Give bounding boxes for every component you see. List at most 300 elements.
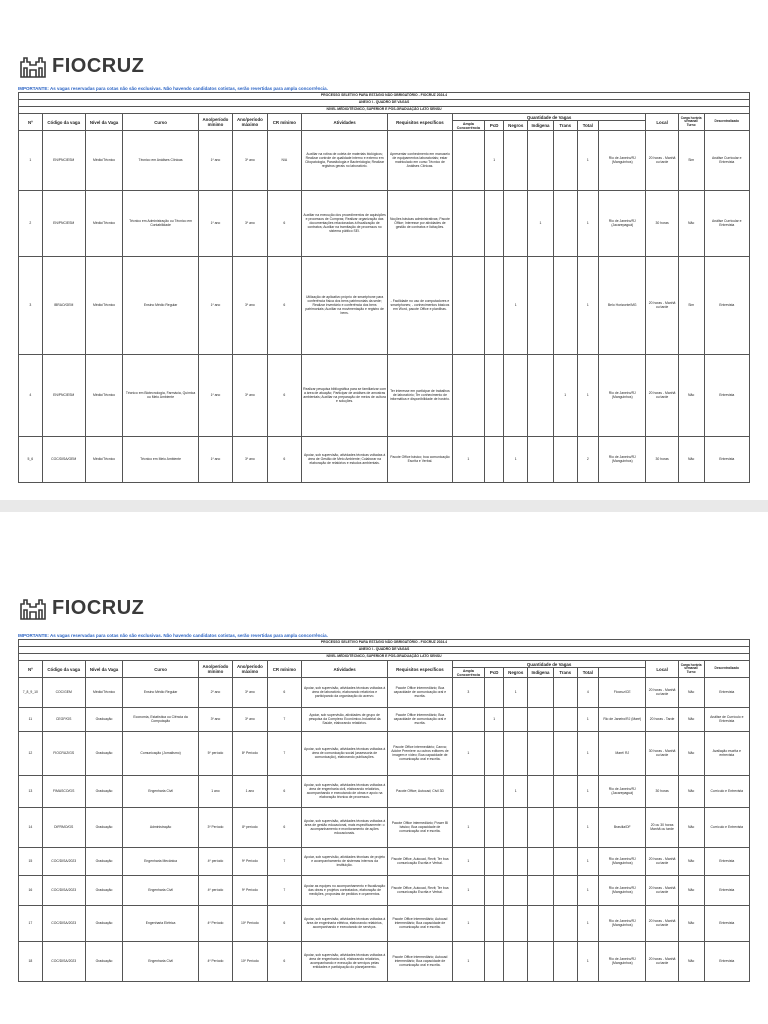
cell-pcd (485, 906, 504, 942)
cell-cr: 6 (267, 191, 301, 257)
cell-n: 5_6 (19, 437, 43, 483)
col-n: Nº (19, 661, 43, 678)
cell-formas: Currículo e Entrevista (704, 776, 749, 808)
col-ano-min: Ano/período mínimo (198, 114, 232, 131)
cell-desc: Não (678, 355, 704, 437)
cell-ano-min: 1º ano (198, 191, 232, 257)
cell-pcd (485, 848, 504, 876)
cell-ampla: 1 (452, 876, 484, 906)
col-negros: Negros (504, 668, 528, 678)
cell-carga: 30 horas (646, 191, 678, 257)
col-atividades: Atividades (302, 114, 388, 131)
cell-local: Rio de Janeiro/RJ (Manguinhos) (599, 876, 646, 906)
cell-ano-min: 3º Período (198, 808, 232, 848)
col-pcd: PcD (485, 121, 504, 131)
cell-ano-max: 3º ano (233, 257, 267, 355)
table-subtitle: ANEXO I - QUADRO DE VAGAS (19, 100, 750, 107)
cell-atividades: Apoiar, sob supervisão, atividades técnicas voltadas à área de laboratório, elaborando relatórios e participando da organização do acervo. (302, 678, 388, 708)
cell-negros: 1 (504, 776, 528, 808)
cell-codigo: COC/DISA/2023 (42, 906, 85, 942)
cell-carga: 20 horas - Manhã ou tarde (646, 257, 678, 355)
cell-trans (553, 708, 577, 732)
table-title: PROCESSO SELETIVO PARA ESTÁGIO NÃO OBRIGATÓRIO - FIOCRUZ 2024.4 (19, 93, 750, 100)
table-level-title: NÍVEL MÉDIO/TÉCNICO, SUPERIOR E PÓS-GRADUAÇÃO LATO SENSU (19, 107, 750, 114)
cell-codigo: COC/DISA/2023 (42, 848, 85, 876)
cell-cr: 6 (267, 437, 301, 483)
cell-cr: 6 (267, 776, 301, 808)
cell-codigo: EN/PNCIESM (42, 131, 85, 191)
vacancy-table (18, 639, 750, 982)
logo-text: FIOCRUZ (52, 597, 145, 619)
cell-local: Rio de Janeiro/RJ (Manguinhos) (599, 355, 646, 437)
cell-nivel: Graduação (85, 942, 123, 982)
table-subtitle: ANEXO I - QUADRO DE VAGAS (19, 647, 750, 654)
cell-nivel: Graduação (85, 848, 123, 876)
table-row (19, 708, 750, 732)
cell-carga: 30 horas (646, 437, 678, 483)
cell-pcd (485, 876, 504, 906)
cell-codigo: COC/GEM (42, 678, 85, 708)
cell-formas: Entrevista (704, 848, 749, 876)
cell-ampla (452, 355, 484, 437)
cell-local: Rio de Janeiro/RJ (Manguinhos) (599, 848, 646, 876)
cell-curso: Técnico em Análises Clínicas (123, 131, 198, 191)
table-row (19, 876, 750, 906)
col-ano-min: Ano/período mínimo (198, 661, 232, 678)
cell-ano-min: 2º ano (198, 678, 232, 708)
cell-indigena (528, 732, 554, 776)
cell-indigena (528, 808, 554, 848)
cell-codigo: COC/DISA/2023 (42, 876, 85, 906)
cell-total: 1 (577, 355, 599, 437)
cell-ano-max: 1 ano (233, 776, 267, 808)
cell-formas: Análise Curricular e Entrevista (704, 191, 749, 257)
cell-trans (553, 257, 577, 355)
fiocruz-logo (20, 55, 144, 78)
table-row (19, 942, 750, 982)
cell-ano-max: 3º ano (233, 437, 267, 483)
cell-atividades: Apoiar as equipes no acompanhamento e fiscalização das obras e projetos contratados, elaboração de medições, propostas de pedidos e orçamentos. (302, 876, 388, 906)
col-quantidade: Quantidade de Vagas (452, 114, 646, 121)
cell-codigo: CEGP/GS (42, 708, 85, 732)
cell-atividades: Apoiar, sob supervisão, atividades de grupo de pesquisa da Complexo Econômico-Industrial da Saúde, elaborando relatórios. (302, 708, 388, 732)
cell-negros (504, 848, 528, 876)
col-ano-max: Ano/período máximo (233, 661, 267, 678)
cell-total: 1 (577, 708, 599, 732)
page-separator (0, 500, 768, 512)
cell-carga: 20 ou 30 horas Manhã ou tarde (646, 808, 678, 848)
cell-ano-max: 3º ano (233, 708, 267, 732)
cell-nivel: Médio/Técnico (85, 191, 123, 257)
cell-atividades: Apoiar, sob supervisão, atividades técnicas voltadas à área de gestão educacional, mais especificamente: o acompanhamento e monitoramento de ações educacionais. (302, 808, 388, 848)
cell-indigena (528, 708, 554, 732)
cell-ano-min: 5º período (198, 732, 232, 776)
table-row (19, 906, 750, 942)
cell-negros (504, 355, 528, 437)
table-row (19, 808, 750, 848)
col-local: Local (646, 661, 678, 678)
cell-ampla: 3 (452, 678, 484, 708)
cell-ano-min: 4º Período (198, 942, 232, 982)
cell-total: 2 (577, 437, 599, 483)
col-total: Total (577, 121, 599, 131)
vacancy-table (18, 92, 750, 483)
table-level-title: NÍVEL MÉDIO/TÉCNICO, SUPERIOR E PÓS-GRADUAÇÃO LATO SENSU (19, 654, 750, 661)
cell-curso: Ensino Médio Regular (123, 678, 198, 708)
document-page-1 (0, 0, 768, 500)
cell-n: 14 (19, 808, 43, 848)
cell-ampla: 1 (452, 437, 484, 483)
cell-indigena (528, 942, 554, 982)
cell-requisitos: Noções básicas administrativas; Pacote Office; Interesse por atividades de gestão de contratos e licitações. (388, 191, 453, 257)
cell-local: Fiocruz/CE (599, 678, 646, 708)
table-title: PROCESSO SELETIVO PARA ESTÁGIO NÃO OBRIGATÓRIO - FIOCRUZ 2024.4 (19, 640, 750, 647)
cell-ampla: 1 (452, 808, 484, 848)
table-row (19, 257, 750, 355)
fiocruz-logo (20, 597, 144, 620)
col-ampla: Ampla Concorrência (452, 668, 484, 678)
cell-n: 11 (19, 708, 43, 732)
cell-negros (504, 808, 528, 848)
cell-cr: 7 (267, 848, 301, 876)
col-ampla: Ampla Concorrência (452, 121, 484, 131)
cell-n: 18 (19, 942, 43, 982)
document-page-2 (0, 512, 768, 1024)
cell-nivel: Graduação (85, 732, 123, 776)
cell-local: Brasília/DF (599, 808, 646, 848)
cell-desc: Não (678, 708, 704, 732)
cell-negros (504, 708, 528, 732)
cell-curso: Administração (123, 808, 198, 848)
cell-ano-min: 1º ano (198, 257, 232, 355)
cell-trans (553, 131, 577, 191)
cell-local: Maré/ RJ (599, 732, 646, 776)
cell-codigo: FIMASCO/GS (42, 776, 85, 808)
cell-atividades: Realizar pesquisa bibliográfica para se familiarizar com a área de atuação; Participar de análises de amostras ambientais; Auxiliar na preparação de meios de cultura e soluções. (302, 355, 388, 437)
cell-atividades: Apoiar, sob supervisão, atividades técnicas de projeto e acompanhamento de sistemas internos da instituição. (302, 848, 388, 876)
col-cr: CR mínimo (267, 114, 301, 131)
cell-formas: Análise Curricular e Entrevista (704, 131, 749, 191)
cell-ampla: 1 (452, 942, 484, 982)
cell-cr: 7 (267, 876, 301, 906)
cell-total: 1 (577, 732, 599, 776)
cell-ampla (452, 191, 484, 257)
cell-curso: Engenharia Elétrica (123, 906, 198, 942)
cell-curso: Engenharia Civil (123, 942, 198, 982)
cell-negros: 1 (504, 257, 528, 355)
cell-indigena: 1 (528, 191, 554, 257)
cell-n: 3 (19, 257, 43, 355)
cell-ano-min: 4º Período (198, 906, 232, 942)
cell-local: Belo Horizonte/MG (599, 257, 646, 355)
cell-ampla: 1 (452, 906, 484, 942)
cell-negros (504, 131, 528, 191)
cell-ano-max: 10º Período (233, 942, 267, 982)
cell-atividades: Apoiar, sob supervisão, atividades técnicas voltadas à área de Gestão de Meio Ambiente; Colaborar na elaboração de relatórios e estudos ambientais. (302, 437, 388, 483)
cell-requisitos: Pacote Office, Autocad, Revit; Ter boa comunicação Escrita e Verbal. (388, 876, 453, 906)
cell-nivel: Médio/Técnico (85, 678, 123, 708)
cell-ano-max: 8º período (233, 808, 267, 848)
cell-local: Rio de Janeiro/RJ (Maré) (599, 708, 646, 732)
cell-ampla: 1 (452, 732, 484, 776)
cell-ano-max: 3º ano (233, 131, 267, 191)
cell-pcd (485, 678, 504, 708)
cell-codigo: EN/PNCIESM (42, 191, 85, 257)
cell-atividades: Apoiar, sob supervisão, atividades técnicas voltadas à área de engenharia civil, elaborando relatórios, acompanhando e execução de serviços pelas entidades e participação do planejamento. (302, 942, 388, 982)
cell-curso: Economia, Estatística ou Ciência da Computação (123, 708, 198, 732)
col-carga: Carga horária semanal/ Turno (678, 661, 704, 678)
cell-trans (553, 876, 577, 906)
cell-desc: Sim (678, 257, 704, 355)
col-negros: Negros (504, 121, 528, 131)
cell-desc: Não (678, 876, 704, 906)
cell-total: 1 (577, 906, 599, 942)
cell-formas: Análise de Currículo e Entrevista (704, 708, 749, 732)
cell-total: 1 (577, 876, 599, 906)
cell-n: 7_8_9_10 (19, 678, 43, 708)
cell-desc: Não (678, 437, 704, 483)
table-header (19, 640, 750, 678)
cell-n: 1 (19, 131, 43, 191)
cell-curso: Ensino Médio Regular (123, 257, 198, 355)
cell-ampla (452, 776, 484, 808)
cell-trans (553, 732, 577, 776)
table-row (19, 732, 750, 776)
cell-codigo: EN/PNCIESM (42, 355, 85, 437)
cell-carga: 30 horas (646, 776, 678, 808)
cell-local: Rio de Janeiro/RJ (Manguinhos) (599, 437, 646, 483)
cell-n: 15 (19, 848, 43, 876)
cell-nivel: Graduação (85, 708, 123, 732)
cell-indigena (528, 437, 554, 483)
table-body-page-1 (19, 131, 750, 483)
cell-requisitos: Pacote Office, Autocad, Revit; Ter boa comunicação Escrita e Verbal. (388, 848, 453, 876)
col-indigena: Indígena (528, 121, 554, 131)
cell-ano-min: 1º ano (198, 437, 232, 483)
cell-cr: 6 (267, 355, 301, 437)
cell-ano-min: 4º período (198, 876, 232, 906)
cell-indigena (528, 257, 554, 355)
cell-local: Rio de Janeiro/RJ (Manguinhos) (599, 131, 646, 191)
cell-codigo: IBRAO/GEM (42, 257, 85, 355)
cell-nivel: Médio/Técnico (85, 131, 123, 191)
cell-n: 4 (19, 355, 43, 437)
castle-icon (20, 598, 46, 620)
cell-desc: Não (678, 942, 704, 982)
cell-negros (504, 732, 528, 776)
cell-curso: Técnico em Biotecnologia, Farmácia, Química ou Meio Ambiente (123, 355, 198, 437)
cell-ano-min: 3º ano (198, 708, 232, 732)
cell-total: 1 (577, 191, 599, 257)
cell-trans: 1 (553, 355, 577, 437)
cell-atividades: Apoiar, sob supervisão, atividades técnicas voltadas à área de comunicação social (assessoria de comunicação), elaborando publicações. (302, 732, 388, 776)
cell-trans (553, 191, 577, 257)
cell-atividades: Apoiar, sob supervisão, atividades técnicas voltadas à área de engenharia civil, elaborando relatórios, acompanhando e executando de obras e apoio na elaboração técnica de processos. (302, 776, 388, 808)
cell-requisitos: Pacote Office; Autocad; Civil 3D (388, 776, 453, 808)
cell-total: 1 (577, 257, 599, 355)
cell-desc: Não (678, 808, 704, 848)
cell-ano-max: 3º ano (233, 191, 267, 257)
cell-codigo: FIOCRUZ/GS (42, 732, 85, 776)
cell-curso: Técnico em Meio Ambiente (123, 437, 198, 483)
cell-cr: 6 (267, 257, 301, 355)
table-row (19, 848, 750, 876)
cell-indigena (528, 776, 554, 808)
cell-pcd (485, 942, 504, 982)
cell-carga: 30 horas - Manhã ou tarde (646, 732, 678, 776)
cell-local: Rio de Janeiro/RJ (Manguinhos) (599, 942, 646, 982)
cell-cr: 6 (267, 808, 301, 848)
cell-carga: 20 horas - Manhã ou tarde (646, 906, 678, 942)
cell-codigo: COC/DISA/GEM (42, 437, 85, 483)
cell-desc: Sim (678, 131, 704, 191)
cell-pcd: 1 (485, 131, 504, 191)
cell-curso: Comunicação (Jornalismo) (123, 732, 198, 776)
col-cr: CR mínimo (267, 661, 301, 678)
cell-pcd: 1 (485, 708, 504, 732)
cell-cr: 6 (267, 906, 301, 942)
cell-formas: Entrevista (704, 678, 749, 708)
col-local: Local (646, 114, 678, 131)
cell-indigena (528, 848, 554, 876)
table-header (19, 93, 750, 131)
cell-codigo: COC/DISA/2023 (42, 942, 85, 982)
castle-icon (20, 56, 46, 78)
cell-curso: Engenharia Mecânica (123, 848, 198, 876)
cell-indigena (528, 678, 554, 708)
cell-formas: Entrevista (704, 437, 749, 483)
cell-carga: 20 horas - Manhã ou tarde (646, 876, 678, 906)
cell-nivel: Graduação (85, 906, 123, 942)
cell-n: 13 (19, 776, 43, 808)
col-curso: Curso (123, 661, 198, 678)
cell-pcd (485, 776, 504, 808)
cell-ano-min: 1º ano (198, 355, 232, 437)
cell-desc: Não (678, 776, 704, 808)
cell-requisitos: Pacote Office básico; boa comunicação Escrita e Verbal. (388, 437, 453, 483)
cell-n: 2 (19, 191, 43, 257)
cell-total: 1 (577, 942, 599, 982)
col-trans: Trans (553, 121, 577, 131)
cell-requisitos: Pacote Office intermediário; Autocad intermediário; Boa capacidade de comunicação oral e escrita. (388, 942, 453, 982)
cell-ano-min: 4º período (198, 848, 232, 876)
cell-requisitos: Pacote Office intermediário; Boa capacidade de comunicação oral e escrita. (388, 678, 453, 708)
col-descentralizado: Descentralizado (704, 661, 749, 678)
cell-requisitos: Ter interesse em participar de trabalhos de laboratório; Ter conhecimento de informática e disponibilidade de horário. (388, 355, 453, 437)
cell-trans (553, 942, 577, 982)
col-ano-max: Ano/período máximo (233, 114, 267, 131)
table-row (19, 678, 750, 708)
quota-notice: IMPORTANTE: As vagas reservadas para cotas não são exclusivas. Não havendo candidatos cotistas, serão revertidas para ampla concorrência. (18, 86, 328, 91)
cell-nivel: Médio/Técnico (85, 257, 123, 355)
cell-atividades: Auxiliar na execução dos procedimentos de aquisições e processos de Compras; Realizar organização das documentações relacionadas à fiscalização de contratos; Auxiliar na tramitação de processos no sistema público SEI. (302, 191, 388, 257)
col-nivel: Nível da Vaga (85, 114, 123, 131)
cell-formas: Currículo e Entrevista (704, 808, 749, 848)
cell-ampla (452, 131, 484, 191)
col-descentralizado: Descentralizado (704, 114, 749, 131)
cell-formas: Entrevista (704, 876, 749, 906)
cell-indigena (528, 876, 554, 906)
cell-negros (504, 191, 528, 257)
col-codigo: Código da vaga (42, 661, 85, 678)
cell-curso: Engenharia Civil (123, 776, 198, 808)
cell-negros: 1 (504, 437, 528, 483)
cell-negros (504, 942, 528, 982)
cell-trans (553, 437, 577, 483)
table-row (19, 131, 750, 191)
col-codigo: Código da vaga (42, 114, 85, 131)
cell-carga: 20 horas - Manhã ou tarde (646, 355, 678, 437)
col-quantidade: Quantidade de Vagas (452, 661, 646, 668)
cell-local: Rio de Janeiro/RJ (Manguinhos) (599, 906, 646, 942)
cell-curso: Engenharia Civil (123, 876, 198, 906)
cell-cr: 7 (267, 732, 301, 776)
cell-cr: 6 (267, 942, 301, 982)
cell-trans (553, 906, 577, 942)
cell-total: 1 (577, 848, 599, 876)
cell-requisitos: Apresentar conhecimento em manuseio de equipamentos laboratoriais; estar matriculado em curso Técnico de Análises Clínicas. (388, 131, 453, 191)
cell-requisitos: Pacote Office intermediário; Autocad intermediário; Boa capacidade de comunicação oral e escrita. (388, 906, 453, 942)
cell-ano-max: 9º Período (233, 876, 267, 906)
cell-n: 16 (19, 876, 43, 906)
cell-indigena (528, 906, 554, 942)
cell-formas: Entrevista (704, 906, 749, 942)
cell-trans (553, 848, 577, 876)
cell-nivel: Médio/Técnico (85, 355, 123, 437)
cell-ampla: 1 (452, 848, 484, 876)
cell-ano-max: 8º Período (233, 732, 267, 776)
cell-atividades: Apoiar, sob supervisão, atividades técnicas voltadas à área de engenharia elétrica, elaborando relatórios, acompanhando e executando de serviços. (302, 906, 388, 942)
col-curso: Curso (123, 114, 198, 131)
cell-carga: 20 horas - Manhã ou tarde (646, 848, 678, 876)
cell-pcd (485, 355, 504, 437)
cell-total: 1 (577, 131, 599, 191)
cell-desc: Não (678, 848, 704, 876)
cell-negros: 1 (504, 678, 528, 708)
cell-total: 1 (577, 776, 599, 808)
col-carga: Carga horária semanal/ Turno (678, 114, 704, 131)
cell-n: 12 (19, 732, 43, 776)
cell-codigo: DIFRMO/GS (42, 808, 85, 848)
cell-ano-min: 1º ano (198, 131, 232, 191)
table-row (19, 437, 750, 483)
cell-nivel: Graduação (85, 876, 123, 906)
cell-desc: Não (678, 191, 704, 257)
cell-negros (504, 876, 528, 906)
cell-local: Rio de Janeiro/RJ (Jacarepaguá) (599, 191, 646, 257)
cell-total: 4 (577, 678, 599, 708)
cell-nivel: Graduação (85, 776, 123, 808)
cell-trans (553, 808, 577, 848)
cell-ano-max: 9º Período (233, 848, 267, 876)
cell-formas: Entrevista (704, 257, 749, 355)
cell-ano-max: 3º ano (233, 355, 267, 437)
col-total: Total (577, 668, 599, 678)
col-trans: Trans (553, 668, 577, 678)
cell-requisitos: Pacote Office intermediário; Boa capacidade de comunicação oral e escrita. (388, 708, 453, 732)
col-nivel: Nível da Vaga (85, 661, 123, 678)
cell-pcd (485, 257, 504, 355)
cell-ano-min: 1 ano (198, 776, 232, 808)
cell-indigena (528, 355, 554, 437)
cell-atividades: Utilização de aplicativo próprio de smartphone para conferência física dos bens patrimoniais da sede; Realizar inventário e conferência dos bens patrimoniais; Auxiliar na movimentação e registro de bens. (302, 257, 388, 355)
cell-trans (553, 776, 577, 808)
col-n: Nº (19, 114, 43, 131)
cell-formas: Entrevista (704, 355, 749, 437)
table-row (19, 776, 750, 808)
cell-desc: Não (678, 678, 704, 708)
table-row (19, 355, 750, 437)
